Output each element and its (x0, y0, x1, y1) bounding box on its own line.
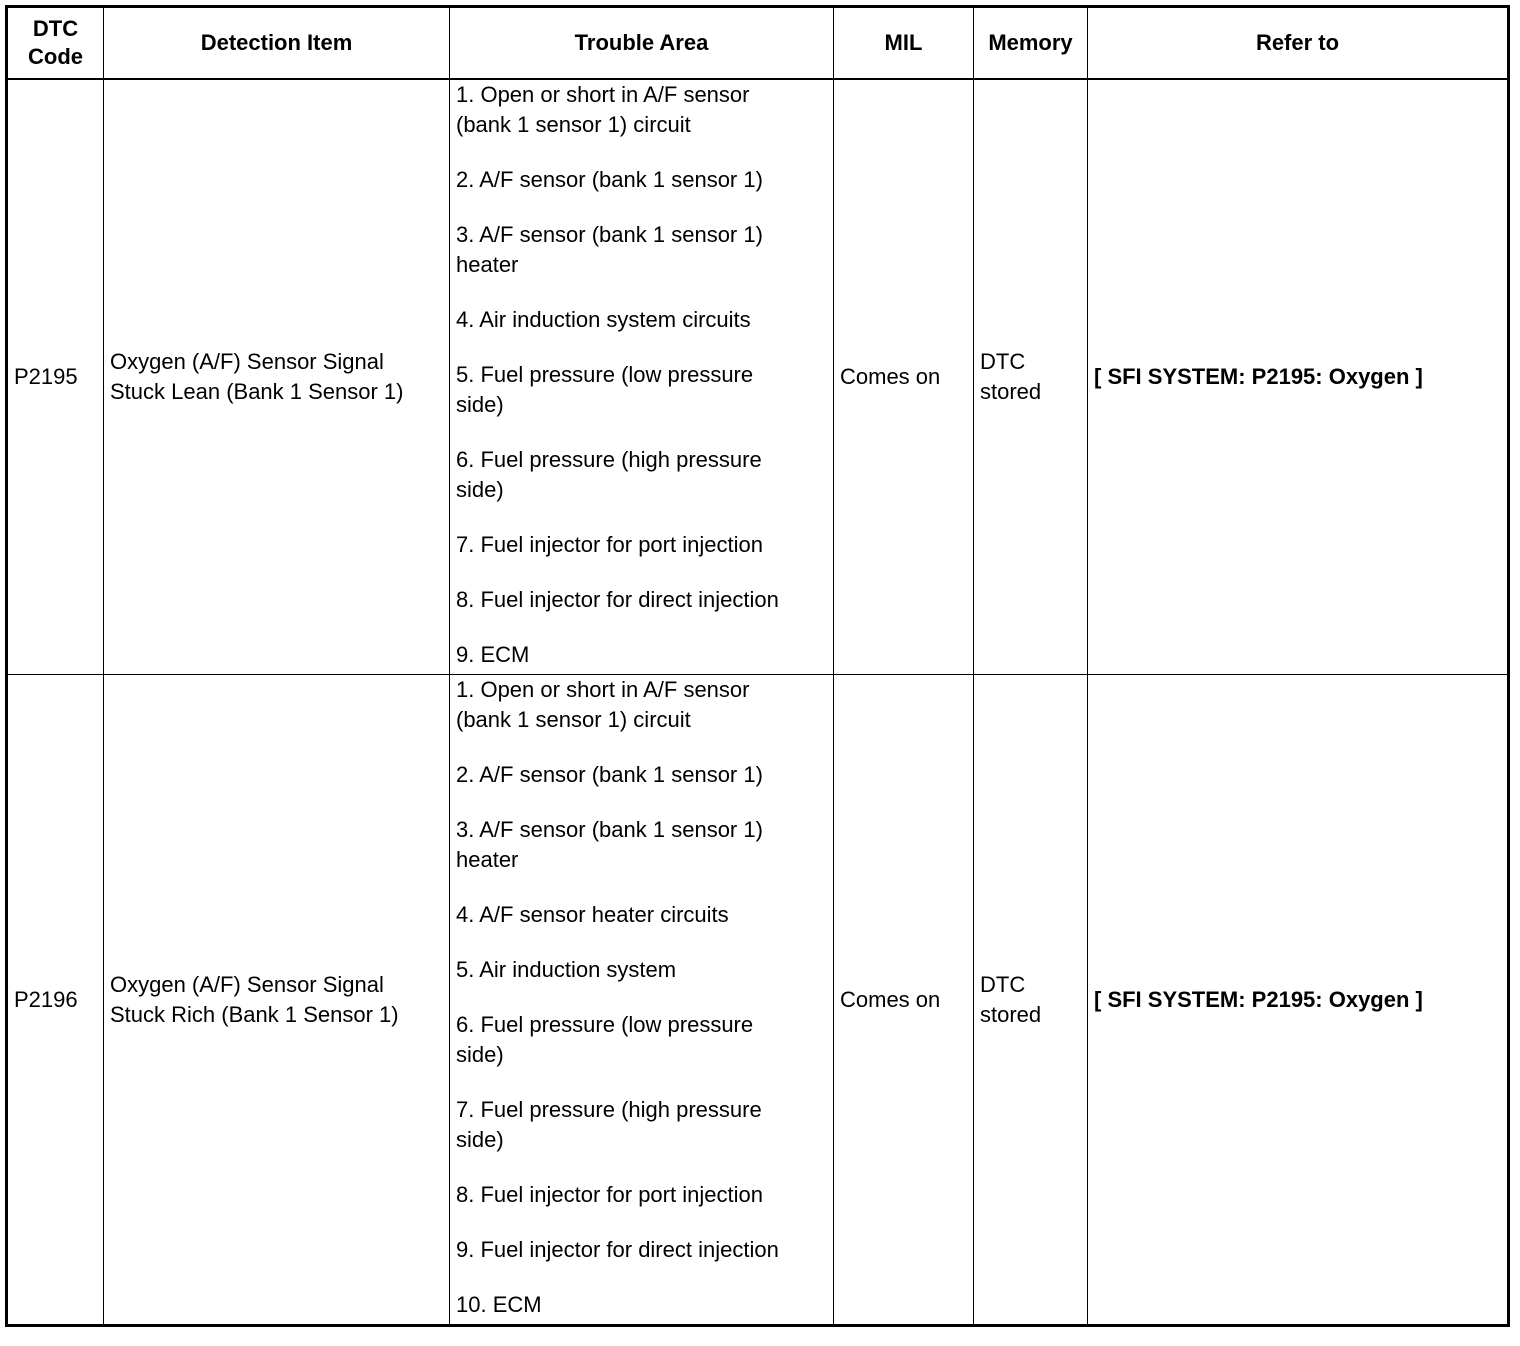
trouble-area-item: 5. Fuel pressure (low pressure side) (456, 362, 754, 417)
trouble-area-item: 8. Fuel injector for port injection (456, 1182, 763, 1207)
mil-cell: Comes on (834, 675, 974, 1326)
trouble-area-item: 9. Fuel injector for direct injection (456, 1237, 779, 1262)
trouble-area-item: 3. A/F sensor (bank 1 sensor 1) heater (456, 817, 763, 872)
trouble-area-item: 6. Fuel pressure (high pressure side) (456, 447, 762, 502)
header-trouble-area: Trouble Area (450, 7, 834, 80)
detection-item-cell: Oxygen (A/F) Sensor Signal Stuck Lean (Bank 1 Sensor 1) (104, 79, 450, 675)
trouble-area-item: 7. Fuel injector for port injection (456, 532, 763, 557)
trouble-area-item: 10. ECM (456, 1292, 542, 1317)
dtc-code-cell: P2196 (7, 675, 104, 1326)
trouble-area-item: 7. Fuel pressure (high pressure side) (456, 1097, 762, 1152)
header-detection-item: Detection Item (104, 7, 450, 80)
refer-to-link[interactable]: [ SFI SYSTEM: P2195: Oxygen ] (1088, 675, 1509, 1326)
refer-to-link[interactable]: [ SFI SYSTEM: P2195: Oxygen ] (1088, 79, 1509, 675)
trouble-area-item: 1. Open or short in A/F sensor (bank 1 sensor 1) circuit (456, 677, 750, 732)
trouble-area-item: 8. Fuel injector for direct injection (456, 587, 779, 612)
header-row (7, 7, 1509, 80)
memory-cell: DTC stored (974, 79, 1088, 675)
dtc-table (5, 5, 1510, 1327)
trouble-area-item: 4. Air induction system circuits (456, 307, 751, 332)
header-dtc-code: DTC Code (7, 7, 104, 80)
trouble-area-item: 5. Air induction system (456, 957, 677, 982)
header-mil: MIL (834, 7, 974, 80)
trouble-area-item: 6. Fuel pressure (low pressure side) (456, 1012, 754, 1067)
trouble-area-item: 3. A/F sensor (bank 1 sensor 1) heater (456, 222, 763, 277)
trouble-area-cell (450, 675, 834, 1326)
header-refer-to: Refer to (1088, 7, 1509, 80)
table-row (7, 79, 1509, 675)
trouble-area-item: 1. Open or short in A/F sensor (bank 1 sensor 1) circuit (456, 82, 750, 137)
trouble-area-item: 2. A/F sensor (bank 1 sensor 1) (456, 167, 763, 192)
memory-cell: DTC stored (974, 675, 1088, 1326)
trouble-area-item: 4. A/F sensor heater circuits (456, 902, 729, 927)
trouble-area-item: 9. ECM (456, 642, 530, 667)
dtc-code-cell: P2195 (7, 79, 104, 675)
table-row (7, 675, 1509, 1326)
detection-item-cell: Oxygen (A/F) Sensor Signal Stuck Rich (Bank 1 Sensor 1) (104, 675, 450, 1326)
trouble-area-item: 2. A/F sensor (bank 1 sensor 1) (456, 762, 763, 787)
header-memory: Memory (974, 7, 1088, 80)
mil-cell: Comes on (834, 79, 974, 675)
trouble-area-cell (450, 79, 834, 675)
